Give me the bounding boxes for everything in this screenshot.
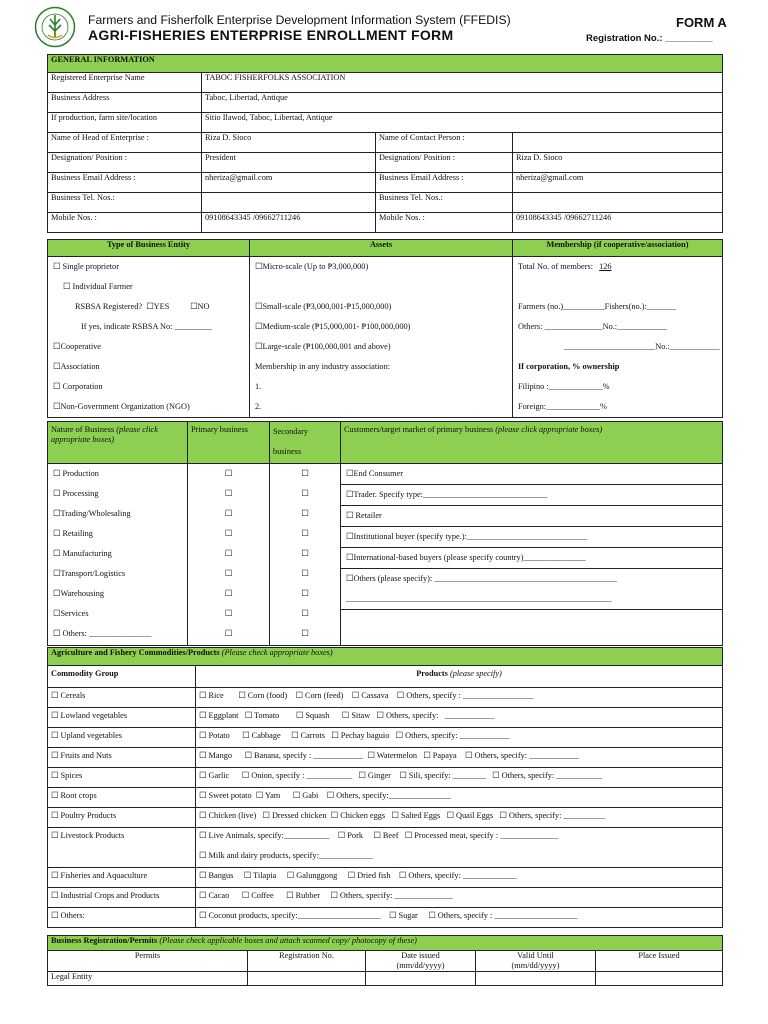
secondary-checkbox[interactable]: ☐: [301, 509, 309, 518]
option-production[interactable]: ☐ Production: [53, 469, 99, 478]
general-information-heading: GENERAL INFORMATION: [48, 55, 723, 73]
secondary-checkbox[interactable]: ☐: [301, 629, 309, 638]
customer-institutional[interactable]: ☐Institutional buyer (specify type.):_____________________________: [341, 527, 722, 548]
place-issued-col-header: Place Issued: [596, 951, 723, 972]
customer-international[interactable]: ☐International-based buyers (please specify country)_______________: [341, 548, 722, 569]
industry-association-2[interactable]: 2.: [255, 402, 262, 411]
products-poultry[interactable]: ☐ Chicken (live) ☐ Dressed chicken ☐ Chicken eggs ☐ Salted Eggs ☐ Quail Eggs ☐ Others, specify: __________: [196, 808, 723, 828]
contact-designation-field[interactable]: Riza D. Sioco: [513, 153, 723, 173]
products-header: [196, 666, 723, 688]
primary-checkbox[interactable]: ☐: [224, 549, 233, 558]
group-root-crops[interactable]: ☐ Root crops: [48, 788, 196, 808]
head-mobile-field[interactable]: 09108643345 /09662711246: [202, 213, 376, 233]
permits-table: [47, 935, 723, 986]
option-manufacturing[interactable]: ☐ Manufacturing: [53, 549, 112, 558]
valid-until-label: Valid Until: [517, 951, 554, 960]
group-upland-vegetables[interactable]: ☐ Upland vegetables: [48, 728, 196, 748]
products-industrial-crops[interactable]: ☐ Cacao ☐ Coffee ☐ Rubber ☐ Others, specify: ______________: [196, 888, 723, 908]
form-code: FORM A: [676, 15, 727, 30]
option-retailing[interactable]: ☐ Retailing: [53, 529, 93, 538]
option-association[interactable]: ☐Association: [53, 362, 100, 371]
nature-header: [48, 422, 188, 464]
option-trading[interactable]: ☐Trading/Wholesaling: [53, 509, 131, 518]
contact-mobile-field[interactable]: 09108643345 /09662711246: [513, 213, 723, 233]
nature-header-label: Nature of Business: [51, 425, 115, 434]
secondary-checkbox[interactable]: ☐: [301, 469, 309, 478]
products-fisheries[interactable]: ☐ Bangus ☐ Tilapia ☐ Galunggong ☐ Dried fish ☐ Others, specify: _____________: [196, 868, 723, 888]
entity-type-options: [48, 257, 250, 418]
customer-trader[interactable]: ☐Trader. Specify type:______________________________: [341, 485, 722, 506]
other-members-count-1[interactable]: Others: ______________No.:____________: [518, 322, 667, 331]
primary-business-checkboxes: [188, 464, 270, 646]
products-others[interactable]: ☐ Coconut products, specify:____________________ ☐ Sugar ☐ Others, specify : ____________________: [196, 908, 723, 928]
option-micro-scale[interactable]: ☐Micro-scale (Up to ₱3,000,000): [255, 262, 369, 271]
head-name-field[interactable]: Riza D. Sioco: [202, 133, 376, 153]
primary-checkbox[interactable]: ☐: [224, 629, 233, 638]
farm-site-field[interactable]: Sitio Ilawod, Taboc, Libertad, Antique: [202, 113, 723, 133]
enterprise-name-field[interactable]: TABOC FISHERFOLKS ASSOCIATION: [202, 73, 723, 93]
products-cereals[interactable]: ☐ Rice ☐ Corn (food) ☐ Corn (feed) ☐ Cassava ☐ Others, specify : _________________: [196, 688, 723, 708]
option-medium-scale[interactable]: ☐Medium-scale (₱15,000,001- ₱100,000,000): [255, 322, 411, 331]
head-mobile-label: Mobile Nos. :: [48, 213, 202, 233]
membership-spacer: [518, 277, 719, 297]
option-corporation[interactable]: ☐ Corporation: [53, 382, 103, 391]
business-entity-table: [47, 239, 723, 418]
commodities-heading: [48, 648, 723, 666]
business-address-label: Business Address: [48, 93, 202, 113]
secondary-checkbox[interactable]: ☐: [301, 549, 309, 558]
enterprise-name-label: Registered Enterprise Name: [48, 73, 202, 93]
option-small-scale[interactable]: ☐Small-scale (₱3,000,001-₱15,000,000): [255, 302, 392, 311]
commodities-heading-note: (Please check appropriate boxes): [221, 648, 333, 657]
contact-name-field[interactable]: [513, 133, 723, 153]
option-rsbsa-registered[interactable]: RSBSA Registered? ☐YES ☐NO: [75, 302, 210, 311]
customer-end-consumer[interactable]: ☐End Consumer: [341, 464, 722, 485]
total-members-label: Total No. of members:: [518, 262, 596, 271]
ownership-heading: If corporation, % ownership: [518, 362, 620, 371]
farmers-fishers-count[interactable]: Farmers (no.)__________Fishers(no.):_______: [518, 302, 676, 311]
nature-options: [48, 464, 188, 646]
date-issued-col-header: [366, 951, 476, 972]
registration-no-col-header: Registration No.: [248, 951, 366, 972]
products-fruits-nuts[interactable]: ☐ Mango ☐ Banana, specify : ____________ ☐ Watermelon ☐ Papaya ☐ Others, specify: ____________: [196, 748, 723, 768]
head-designation-label: Designation/ Position :: [48, 153, 202, 173]
contact-email-label: Business Email Address :: [376, 173, 513, 193]
secondary-checkbox[interactable]: ☐: [301, 609, 309, 618]
option-processing[interactable]: ☐ Processing: [53, 489, 99, 498]
products-header-note: (please specify): [449, 669, 502, 678]
total-members-row: [518, 257, 719, 277]
option-cooperative[interactable]: ☐Cooperative: [53, 342, 101, 351]
nature-of-business-table: [47, 421, 723, 646]
permits-heading: [48, 936, 723, 951]
commodity-group-header: Commodity Group: [48, 666, 196, 688]
option-ngo[interactable]: ☐Non-Government Organization (NGO): [53, 402, 190, 411]
option-single-proprietor[interactable]: ☐ Single proprietor: [53, 262, 119, 271]
valid-until-col-header: [476, 951, 596, 972]
assets-options: [250, 257, 513, 418]
rsbsa-number-field[interactable]: If yes, indicate RSBSA No: _________: [81, 322, 212, 331]
customers-header-label: Customers/target market of primary business: [344, 425, 494, 434]
primary-checkbox[interactable]: ☐: [224, 569, 233, 578]
commodities-table: [47, 647, 723, 928]
primary-checkbox[interactable]: ☐: [224, 589, 233, 598]
head-designation-field[interactable]: President: [202, 153, 376, 173]
system-title: Farmers and Fisherfolk Enterprise Development Information System (FFEDIS): [88, 13, 511, 27]
primary-checkbox[interactable]: ☐: [224, 489, 233, 498]
group-lowland-vegetables[interactable]: ☐ Lowland vegetables: [48, 708, 196, 728]
products-spices[interactable]: ☐ Garlic ☐ Onion, specify : ___________ ☐ Ginger ☐ Sili, specify: ________ ☐ Others, specify: ___________: [196, 768, 723, 788]
primary-checkbox[interactable]: ☐: [224, 529, 233, 538]
customer-retailer[interactable]: ☐ Retailer: [341, 506, 722, 527]
contact-mobile-label: Mobile Nos. :: [376, 213, 513, 233]
secondary-checkbox[interactable]: ☐: [301, 529, 309, 538]
legal-entity-place-issued[interactable]: [596, 972, 723, 986]
assets-header: Assets: [250, 240, 513, 257]
primary-checkbox[interactable]: ☐: [224, 609, 233, 618]
head-email-label: Business Email Address :: [48, 173, 202, 193]
contact-email-field[interactable]: nheriza@gmail.com: [513, 173, 723, 193]
products-upland-vegetables[interactable]: ☐ Potato ☐ Cabbage ☐ Carrots ☐ Pechay baguio ☐ Others, specify: ____________: [196, 728, 723, 748]
customer-others-continued[interactable]: ________________________________________________________________: [341, 589, 722, 610]
group-industrial-crops[interactable]: ☐ Industrial Crops and Products: [48, 888, 196, 908]
secondary-checkbox[interactable]: ☐: [301, 589, 309, 598]
group-spices[interactable]: ☐ Spices: [48, 768, 196, 788]
products-livestock-line-2[interactable]: ☐ Milk and dairy products, specify:_____________: [199, 851, 373, 860]
option-warehousing[interactable]: ☐Warehousing: [53, 589, 105, 598]
primary-checkbox[interactable]: ☐: [224, 469, 233, 478]
group-others[interactable]: ☐ Others:: [48, 908, 196, 928]
form-title: AGRI-FISHERIES ENTERPRISE ENROLLMENT FORM: [88, 27, 454, 43]
option-individual-farmer[interactable]: ☐ Individual Farmer: [63, 282, 133, 291]
filipino-ownership[interactable]: Filipino :_____________%: [518, 382, 610, 391]
customers-header: [341, 422, 723, 464]
group-cereals[interactable]: ☐ Cereals: [48, 688, 196, 708]
option-transport[interactable]: ☐Transport/Logistics: [53, 569, 126, 578]
membership-details: [513, 257, 723, 418]
industry-association-1[interactable]: 1.: [255, 382, 262, 391]
option-services[interactable]: ☐Services: [53, 609, 89, 618]
head-tel-field[interactable]: [202, 193, 376, 213]
permits-heading-note: (Please check applicable boxes and attach scanned copy/ photocopy of these): [159, 936, 417, 945]
group-fisheries[interactable]: ☐ Fisheries and Aquaculture: [48, 868, 196, 888]
farm-site-label: If production, farm site/location: [48, 113, 202, 133]
membership-header: Membership (if cooperative/association): [513, 240, 723, 257]
customer-others[interactable]: ☐Others (please specify): ____________________________________________: [346, 574, 617, 583]
permits-heading-label: Business Registration/Permits: [51, 936, 158, 945]
group-fruits-nuts[interactable]: ☐ Fruits and Nuts: [48, 748, 196, 768]
products-livestock-line-1[interactable]: ☐ Live Animals, specify:___________ ☐ Pork ☐ Beef ☐ Processed meat, specify : ______________: [199, 831, 559, 840]
total-members-value[interactable]: 126: [599, 262, 612, 271]
nature-header-note: (please click appropriate boxes): [51, 425, 158, 444]
entity-type-header: Type of Business Entity: [48, 240, 250, 257]
permits-col-header: Permits: [48, 951, 248, 972]
secondary-checkbox[interactable]: ☐: [301, 569, 309, 578]
secondary-business-header: Secondary business: [270, 422, 341, 464]
products-livestock: [196, 828, 723, 868]
agency-logo: [34, 6, 76, 48]
date-issued-format: (mm/dd/yyyy): [396, 961, 445, 970]
option-others[interactable]: ☐ Others: _______________: [53, 629, 152, 638]
legal-entity-valid-until[interactable]: [476, 972, 596, 986]
primary-checkbox[interactable]: ☐: [224, 509, 233, 518]
head-name-label: Name of Head of Enterprise :: [48, 133, 202, 153]
legal-entity-date-issued[interactable]: [366, 972, 476, 986]
registration-number-label: Registration No.: _________: [586, 33, 713, 44]
group-poultry[interactable]: ☐ Poultry Products: [48, 808, 196, 828]
secondary-checkbox[interactable]: ☐: [301, 489, 309, 498]
contact-name-label: Name of Contact Person :: [376, 133, 513, 153]
customer-options: [341, 464, 723, 646]
commodities-heading-label: Agriculture and Fishery Commodities/Products: [51, 648, 220, 657]
other-members-count-2[interactable]: ______________________No.:____________: [564, 342, 720, 351]
contact-tel-field[interactable]: [513, 193, 723, 213]
date-issued-label: Date issued: [401, 951, 440, 960]
business-address-field[interactable]: Taboc, Libertad, Antique: [202, 93, 723, 113]
legal-entity-registration-no[interactable]: [248, 972, 366, 986]
products-lowland-vegetables[interactable]: ☐ Eggplant ☐ Tomato ☐ Squash ☐ Sitaw ☐ Others, specify: ____________: [196, 708, 723, 728]
head-tel-label: Business Tel. Nos.:: [48, 193, 202, 213]
products-header-label: Products: [416, 669, 448, 678]
secondary-business-checkboxes: [270, 464, 341, 646]
contact-designation-label: Designation/ Position :: [376, 153, 513, 173]
industry-association-label: Membership in any industry association:: [255, 362, 391, 371]
assets-spacer: [255, 277, 509, 297]
general-information-table: [47, 54, 723, 233]
products-root-crops[interactable]: ☐ Sweet potato ☐ Yam ☐ Gabi ☐ Others, specify:_______________: [196, 788, 723, 808]
permit-legal-entity: Legal Entity: [48, 972, 248, 986]
customers-header-note: (please click appropriate boxes): [495, 425, 603, 434]
primary-business-header: Primary business: [188, 422, 270, 464]
head-email-field[interactable]: nheriza@gmail.com: [202, 173, 376, 193]
group-livestock[interactable]: ☐ Livestock Products: [48, 828, 196, 868]
valid-until-format: (mm/dd/yyyy): [511, 961, 560, 970]
foreign-ownership[interactable]: Foreign:_____________%: [518, 402, 607, 411]
option-large-scale[interactable]: ☐Large-scale (₱100,000,001 and above): [255, 342, 391, 351]
contact-tel-label: Business Tel. Nos.:: [376, 193, 513, 213]
